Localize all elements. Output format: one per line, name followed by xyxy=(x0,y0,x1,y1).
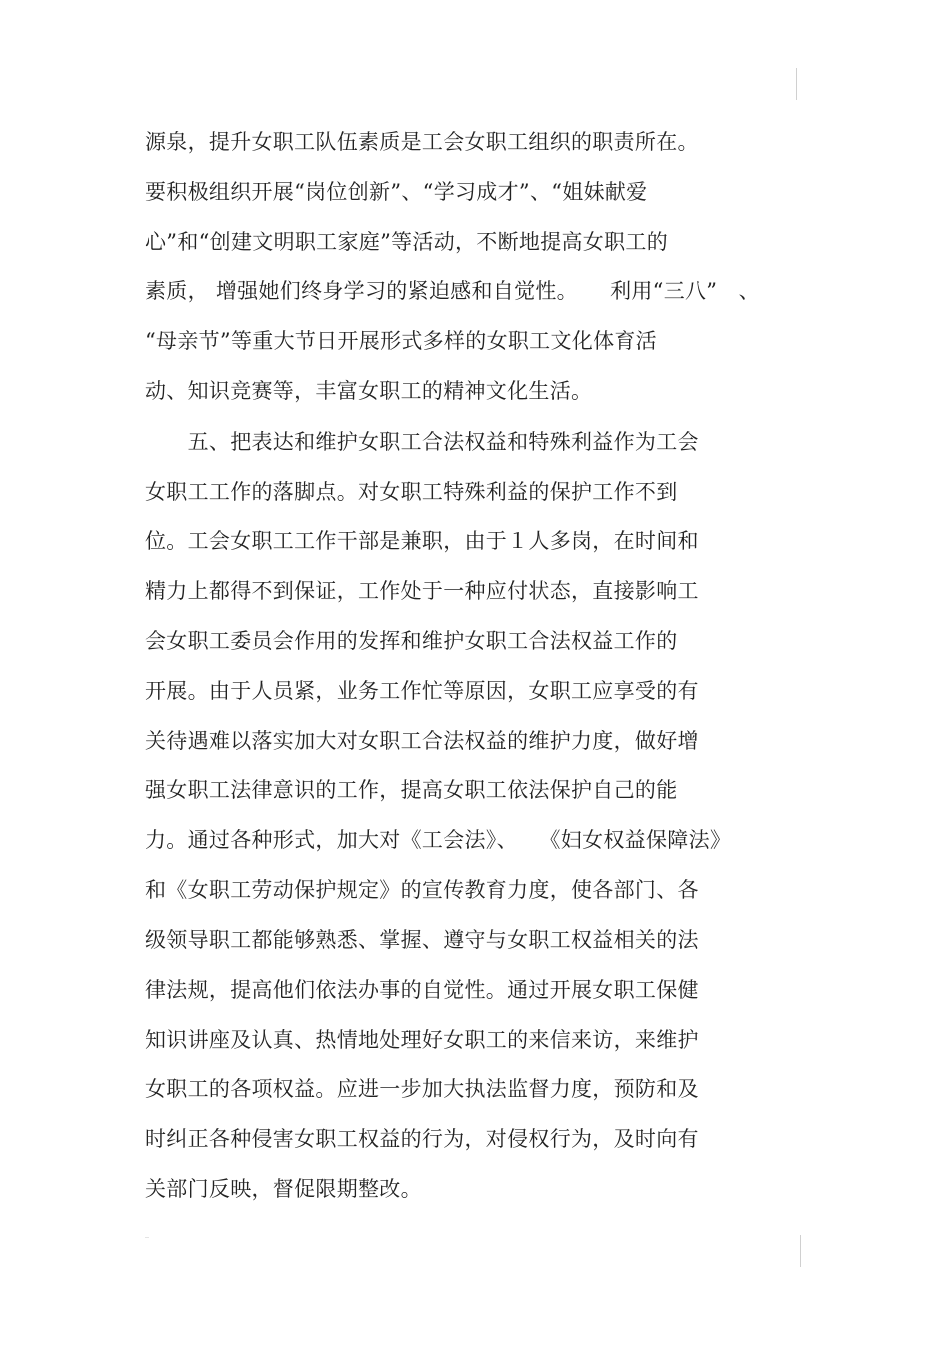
page-corner-mark-top xyxy=(796,68,797,100)
text-line: 时纠正各种侵害女职工权益的行为，对侵权行为，及时向有 xyxy=(145,1127,699,1151)
text-line: 关部门反映，督促限期整改。 xyxy=(145,1177,422,1201)
text-line: 力。通过各种形式，加大对《工会法》、 《妇女权益保障法》 xyxy=(145,828,732,852)
text-line: 心”和“创建文明职工家庭”等活动，不断地提高女职工的 xyxy=(145,230,669,254)
text-line: 素质， 增强她们终身学习的紧迫感和自觉性。 利用“三八” 、 xyxy=(145,279,760,303)
text-line: 位。工会女职工工作干部是兼职，由于１人多岗，在时间和 xyxy=(145,529,699,553)
text-line: 会女职工委员会作用的发挥和维护女职工合法权益工作的 xyxy=(145,629,678,653)
text-line: 知识讲座及认真、热情地处理好女职工的来信来访，来维护 xyxy=(145,1028,699,1052)
text-line: 要积极组织开展“岗位创新”、“学习成才”、“姐妹献爱 xyxy=(145,180,648,204)
text-line: 和《女职工劳动保护规定》的宣传教育力度，使各部门、各 xyxy=(145,878,699,902)
text-line: 强女职工法律意识的工作，提高女职工依法保护自己的能 xyxy=(145,778,678,802)
page-corner-mark-bottom xyxy=(800,1235,801,1267)
text-line: 精力上都得不到保证，工作处于一种应付状态，直接影响工 xyxy=(145,579,699,603)
text-line: 女职工的各项权益。应进一步加大执法监督力度，预防和及 xyxy=(145,1077,699,1101)
text-line: 源泉，提升女职工队伍素质是工会女职工组织的职责所在。 xyxy=(145,130,699,154)
text-line: 开展。由于人员紧，业务工作忙等原因，女职工应享受的有 xyxy=(145,679,699,703)
text-line: 五、把表达和维护女职工合法权益和特殊利益作为工会 xyxy=(145,430,699,454)
text-line: 关待遇难以落实加大对女职工合法权益的维护力度，做好增 xyxy=(145,729,699,753)
text-line: 动、知识竞赛等，丰富女职工的精神文化生活。 xyxy=(145,379,593,403)
text-line: 女职工工作的落脚点。对女职工特殊利益的保护工作不到 xyxy=(145,480,678,504)
text-line: 级领导职工都能够熟悉、掌握、遵守与女职工权益相关的法 xyxy=(145,928,699,952)
text-line: 律法规，提高他们依法办事的自觉性。通过开展女职工保健 xyxy=(145,978,699,1002)
text-line: “母亲节”等重大节日开展形式多样的女职工文化体育活 xyxy=(145,329,657,353)
page-corner-tick-bottom-left xyxy=(145,1237,149,1238)
